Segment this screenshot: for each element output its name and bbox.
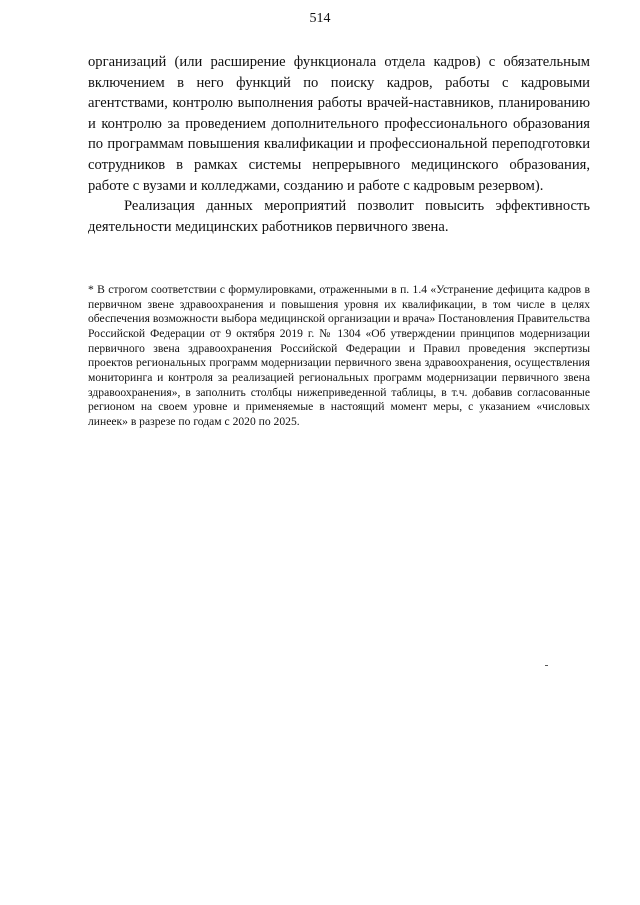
page-number: 514 bbox=[309, 11, 331, 26]
paragraph-conclusion: Реализация данных мероприятий позволит повысить эффективность деятельности медицинских работников первичного звена. bbox=[88, 198, 590, 235]
scan-speck bbox=[545, 665, 548, 666]
body-text bbox=[88, 52, 590, 237]
footnote-text: * В строгом соответствии с формулировками, отраженными в п. 1.4 «Устранение дефицита кадров в первичном звене здравоохранения и повышения уровня их квалификации, в том числе в целях обеспечения возможности выбора медицинской организации и врача» Постановления Правительства Российской Федерации от 9 октября 2019 г. № 1304 «Об утверждении принципов модернизации первичного звена здравоохранения Российской Федерации и Правил проведения экспертизы проектов региональных программ модернизации первичного звена здравоохранения, осуществления мониторинга и контроля за реализацией региональных программ модернизации первичного звена здравоохранения», в заполнить столбцы нижеприведенной таблицы, в т.ч. добавив согласованные регионом на своем уровне и применяемые в настоящий момент меры, с указанием «числовых линеек» в разрезе по годам с 2020 по 2025. bbox=[88, 283, 590, 428]
footnote bbox=[88, 283, 590, 430]
paragraph-continuation: организаций (или расширение функционала отдела кадров) с обязательным включением в него функций по поиску кадров, работы с кадровыми агентствами, контролю выполнения работы врачей-наставников, планированию и контролю за проведением дополнительного профессионального образования по программам повышения квалификации и профессиональной переподготовки сотрудников в рамках системы непрерывного медицинского образования, работе с вузами и колледжами, созданию и работе с кадровым резервом). bbox=[88, 54, 590, 194]
